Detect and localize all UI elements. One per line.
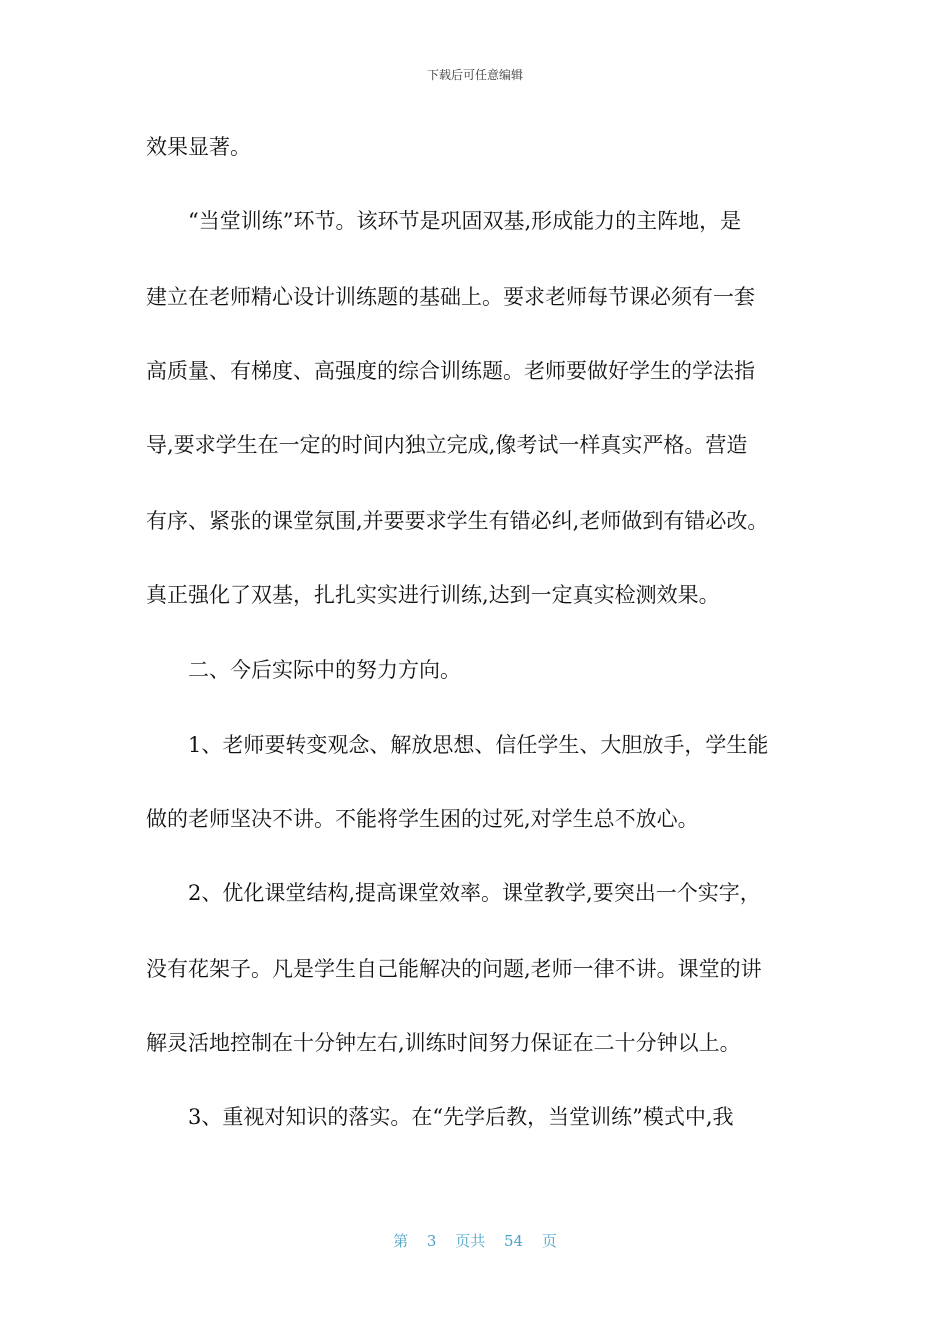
section-heading: 二、今后实际中的努力方向。 bbox=[146, 658, 461, 682]
page-footer bbox=[0, 1230, 950, 1251]
footer-suffix: 页 bbox=[541, 1232, 557, 1250]
body-line: 1、老师要转变观念、解放思想、信任学生、大胆放手，学生能 bbox=[146, 733, 769, 757]
footer-prefix: 第 bbox=[393, 1232, 409, 1250]
body-line: 高质量、有梯度、高强度的综合训练题。老师要做好学生的学法指 bbox=[146, 359, 755, 383]
footer-total-pages: 54 bbox=[504, 1232, 524, 1250]
page-header: 下载后可任意编辑 bbox=[426, 68, 523, 82]
body-line: 2、优化课堂结构,提高课堂效率。课堂教学,要突出一个实字， bbox=[146, 881, 761, 905]
footer-mid: 页共 bbox=[455, 1232, 486, 1250]
body-line: “当堂训练”环节。该环节是巩固双基,形成能力的主阵地，是 bbox=[146, 209, 742, 233]
body-line: 真正强化了双基，扎扎实实进行训练,达到一定真实检测效果。 bbox=[146, 583, 720, 607]
body-line: 效果显著。 bbox=[146, 135, 251, 159]
body-line: 做的老师坚决不讲。不能将学生困的过死,对学生总不放心。 bbox=[146, 807, 699, 831]
body-line: 建立在老师精心设计训练题的基础上。要求老师每节课必须有一套 bbox=[146, 285, 755, 309]
footer-page-number: 3 bbox=[426, 1232, 437, 1250]
body-line: 有序、紧张的课堂氛围,并要要求学生有错必纠,老师做到有错必改。 bbox=[146, 509, 769, 533]
body-line: 没有花架子。凡是学生自己能解决的问题,老师一律不讲。课堂的讲 bbox=[146, 957, 762, 981]
body-line: 解灵活地控制在十分钟左右,训练时间努力保证在二十分钟以上。 bbox=[146, 1031, 741, 1055]
body-line: 3、重视对知识的落实。在“先学后教，当堂训练”模式中,我 bbox=[146, 1105, 734, 1129]
body-line: 导,要求学生在一定的时间内独立完成,像考试一样真实严格。营造 bbox=[146, 433, 748, 457]
